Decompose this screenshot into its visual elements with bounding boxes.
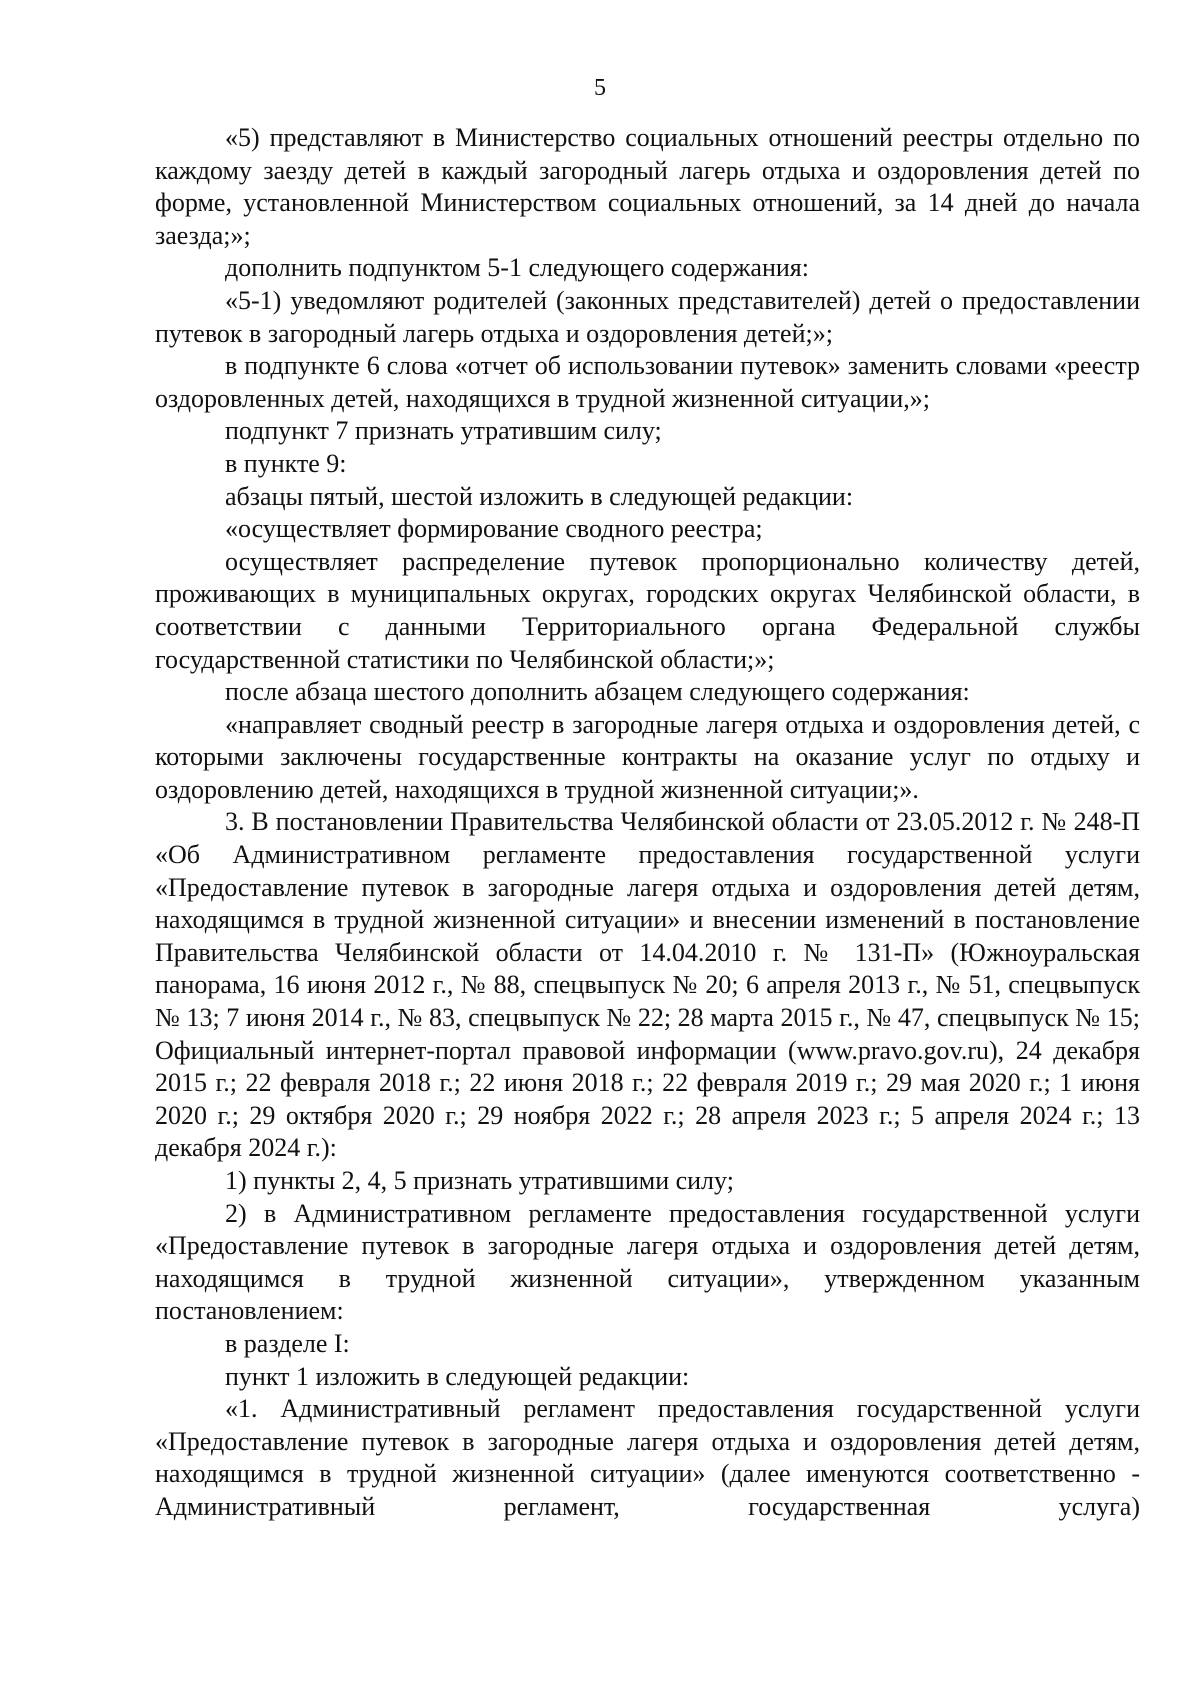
paragraph: подпункт 7 признать утратившим силу; [225,416,662,446]
paragraph: осуществляет распределение путевок пропорционально количеству детей, проживающих в муниципальных округах, городских округах Челябинской области, в соответствии с данными Территориального органа Федеральной службы государственной статистики по Челябинской области;»; [155,546,1140,674]
paragraph: «направляет сводный реестр в загородные лагеря отдыха и оздоровления детей, с которыми заключены государственные контракты на оказание услуг по отдыху и оздоровлению детей, находящихся в трудной жизненной ситуации;». [155,709,1140,804]
paragraph: «5) представляют в Министерство социальных отношений реестры отдельно по каждому заезду детей в каждый загородный лагерь отдыха и оздоровления детей по форме, установленной Министерством социальных отношений, за 14 дней до начала заезда;»; [155,123,1140,250]
paragraph: в пункте 9: [225,448,347,478]
paragraph: «5-1) уведомляют родителей (законных представителей) детей о предоставлении путевок в загородный лагерь отдыха и оздоровления детей;»; [155,285,1140,348]
paragraph: после абзаца шестого дополнить абзацем следующего содержания: [225,677,970,707]
page-number: 5 [594,75,606,101]
paragraph: дополнить подпунктом 5-1 следующего содержания: [225,253,809,283]
paragraph: абзацы пятый, шестой изложить в следующей редакции: [225,481,854,511]
paragraph: 2) в Административном регламенте предоставления государственной услуги «Предоставление путевок в загородные лагеря отдыха и оздоровления детей детям, находящимся в трудной жизненной ситуации», утвержденном указанным постановлением: [155,1198,1140,1326]
paragraph: в разделе I: [225,1328,350,1358]
paragraph: 1) пункты 2, 4, 5 признать утратившими силу; [225,1166,734,1195]
paragraph: в подпункте 6 слова «отчет об использовании путевок» заменить словами «реестр оздоровленных детей, находящихся в трудной жизненной ситуации,»; [155,351,1140,413]
paragraph: пункт 1 изложить в следующей редакции: [225,1361,690,1391]
paragraph: «1. Административный регламент предоставления государственной услуги «Предоставление путевок в загородные лагеря отдыха и оздоровления детей детям, находящимся в трудной жизненной ситуации» (далее именуются соответственно - Административный регламент, государственная услуга) [155,1394,1140,1521]
document-body [155,122,1140,1524]
paragraph: «осуществляет формирование сводного реестра; [225,514,763,544]
paragraph: 3. В постановлении Правительства Челябинской области от 23.05.2012 г. № 248-П «Об Административном регламенте предоставления государственной услуги «Предоставление путевок в загородные лагеря отдыха и оздоровления детей детям, находящимся в трудной жизненной ситуации» и внесении изменений в постановление Правительства Челябинской области от 14.04.2010 г. № 131-П» (Южноуральская панорама, 16 июня 2012 г., № 88, спецвыпуск № 20; 6 апреля 2013 г., № 51, спецвыпуск № 13; 7 июня 2014 г., № 83, спецвыпуск № 22; 28 марта 2015 г., № 47, спецвыпуск № 15; Официальный интернет-портал правовой информации (www.pravo.gov.ru), 24 декабря 2015 г.; 22 февраля 2018 г.; 22 июня 2018 г.; 22 февраля 2019 г.; 29 мая 2020 г.; 1 июня 2020 г.; 29 октября 2020 г.; 29 ноября 2022 г.; 28 апреля 2023 г.; 5 апреля 2024 г.; 13 декабря 2024 г.): [155,807,1140,1163]
